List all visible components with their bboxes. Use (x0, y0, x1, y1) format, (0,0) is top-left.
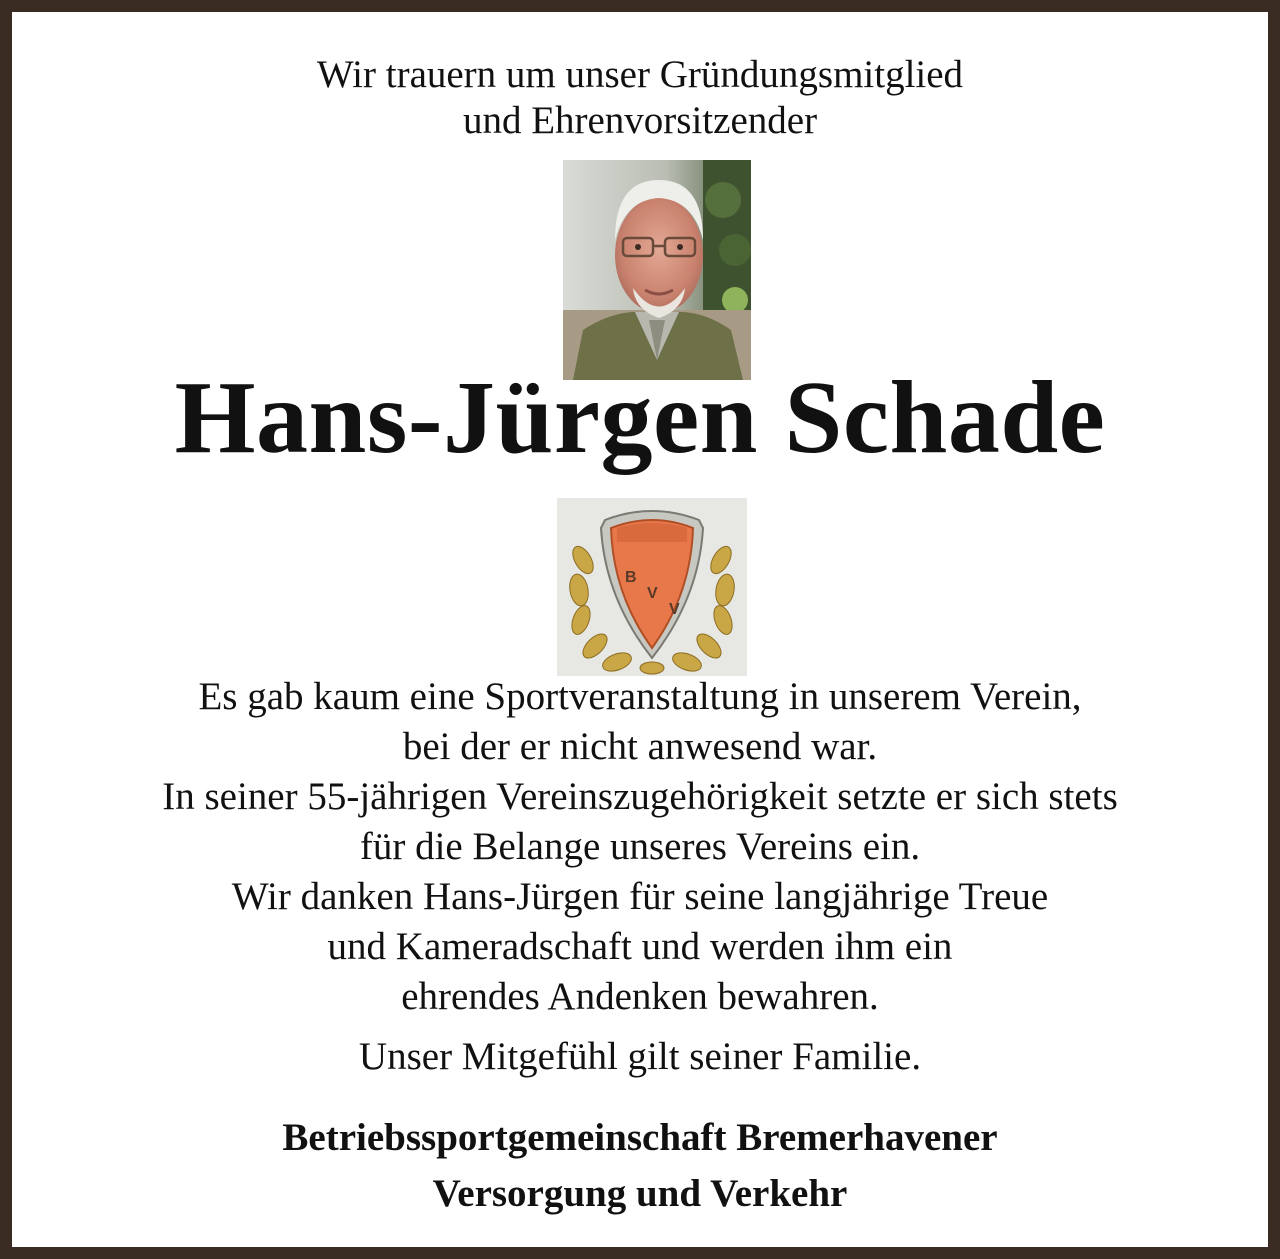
badge-letter-2: V (647, 585, 658, 602)
intro-line-1: Wir trauern um unser Gründungsmitglied (316, 53, 964, 96)
club-emblem-pin-icon (557, 498, 747, 676)
body-line-1: Es gab kaum eine Sportveranstaltung in unserem Verein, (198, 675, 1082, 718)
badge-letter-1: B (625, 569, 637, 586)
intro-text (0, 52, 1280, 144)
intro-line-2: und Ehrenvorsitzender (462, 99, 818, 142)
obituary-body (0, 672, 1280, 1022)
body-line-4: für die Belange unseres Vereins ein. (359, 825, 921, 868)
body-line-6: und Kameradschaft und werden ihm ein (327, 925, 953, 968)
body-line-5: Wir danken Hans-Jürgen für seine langjährige Treue (231, 875, 1049, 918)
body-line-7: ehrendes Andenken bewahren. (401, 975, 879, 1018)
organization-line-1: Betriebssportgemeinschaft Bremerhavener (282, 1116, 998, 1159)
sympathy-line: Unser Mitgefühl gilt seiner Familie. (358, 1035, 922, 1078)
deceased-name: Hans-Jürgen Schade (174, 360, 1106, 475)
portrait-photo-icon (563, 160, 751, 380)
badge-letter-3: V (669, 601, 680, 618)
organization-line-2: Versorgung und Verkehr (432, 1172, 848, 1215)
body-line-2: bei der er nicht anwesend war. (402, 725, 878, 768)
organization-signature (0, 1110, 1280, 1222)
body-line-3: In seiner 55-jährigen Vereinszugehörigkeit setzte er sich stets (162, 775, 1118, 818)
